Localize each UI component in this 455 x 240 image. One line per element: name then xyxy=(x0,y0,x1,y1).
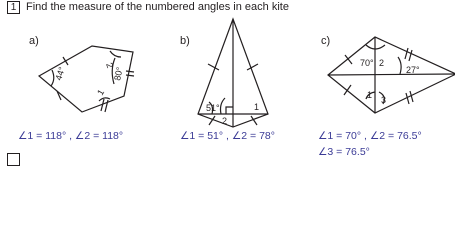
part-a-answer: ∠1 = 118° , ∠2 = 118° xyxy=(18,130,124,142)
kite-a-angle-2: 2 xyxy=(104,61,116,70)
kite-c-angle-2: 2 xyxy=(379,58,385,68)
kite-c-angle-27: 27° xyxy=(406,65,420,75)
kite-b-angle-2: 2 xyxy=(222,116,228,126)
kite-a-angle-1: 1 xyxy=(95,87,107,97)
kite-b-angle-1: 1 xyxy=(254,102,260,112)
part-b-label: b) xyxy=(180,35,190,47)
next-question-number-box xyxy=(7,153,20,166)
question-instruction: Find the measure of the numbered angles in each kite xyxy=(26,1,289,13)
part-c-answer-line2: ∠3 = 76.5° xyxy=(318,146,370,158)
kite-a-angle-44: 44° xyxy=(53,65,68,82)
part-b-answer: ∠1 = 51° , ∠2 = 78° xyxy=(180,130,275,142)
kite-c-angle-70: 70° xyxy=(360,58,374,68)
part-c-answer-line1: ∠1 = 70° , ∠2 = 76.5° xyxy=(318,130,422,142)
kite-c-angle-3: 3 xyxy=(381,95,387,105)
part-a-label: a) xyxy=(29,35,39,47)
kite-c-angle-1: 1 xyxy=(367,90,373,100)
kite-c xyxy=(328,37,455,113)
kite-b-angle-51: 51° xyxy=(206,103,220,113)
part-c-label: c) xyxy=(321,35,331,47)
question-number-box: 1 xyxy=(7,1,20,14)
kite-a-angle-80: 80° xyxy=(112,66,125,82)
